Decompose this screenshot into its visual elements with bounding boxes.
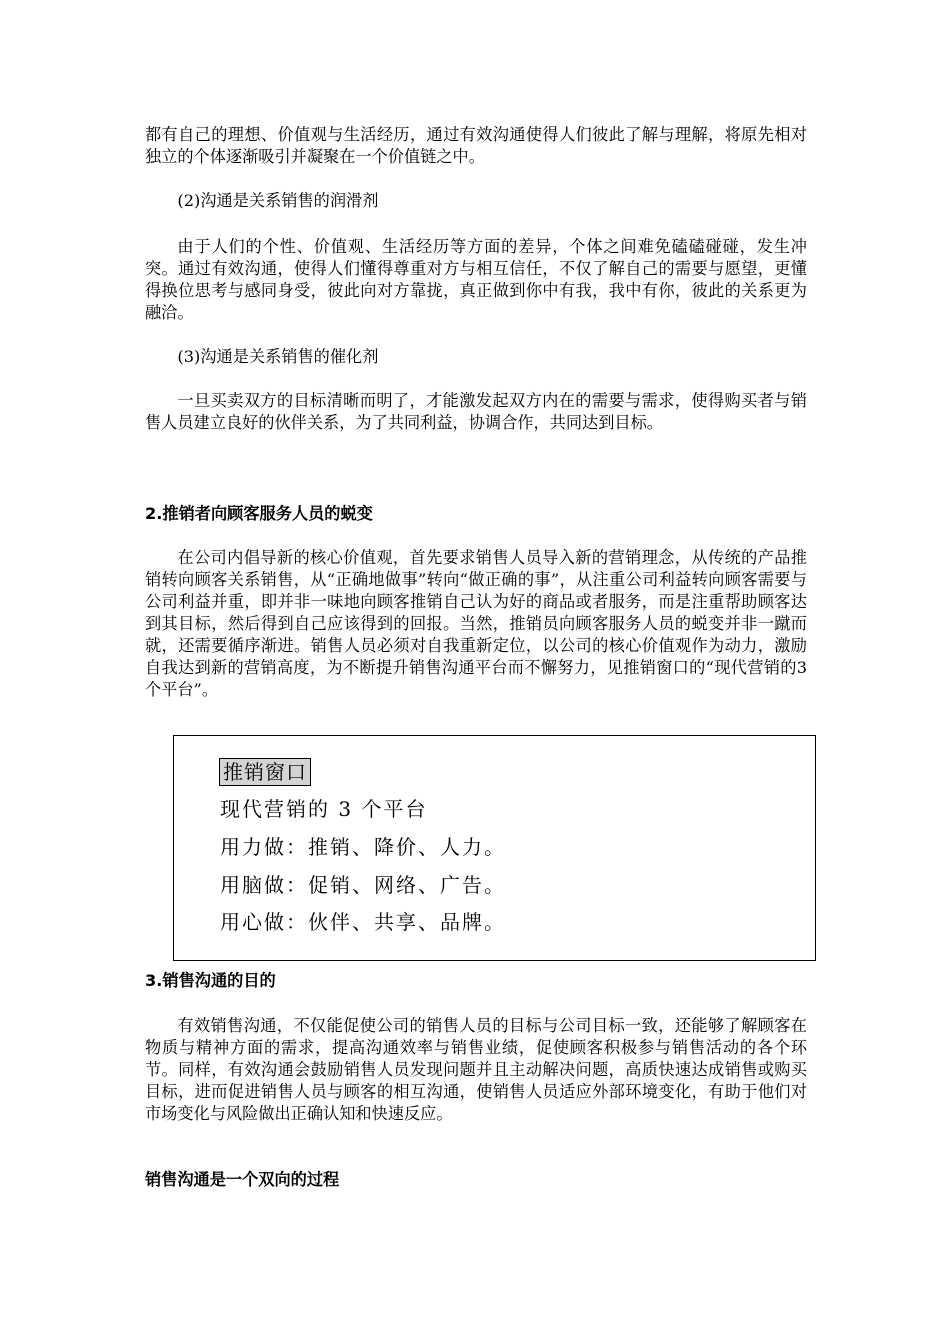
paragraph-conflict: 由于人们的个性、价值观、生活经历等方面的差异，个体之间难免磕磕碰碰，发生冲突。通过有效沟通，使得人们懂得尊重对方与相互信任，不仅了解自己的需要与愿望，更懂得换位思考与感同身受，彼此向对方靠拢，真正做到你中有我，我中有你，彼此的关系更为融洽。: [145, 237, 807, 322]
paragraph-purpose: 有效销售沟通，不仅能促使公司的销售人员的目标与公司目标一致，还能够了解顾客在物质与精神方面的需求，提高沟通效率与销售业绩，促使顾客积极参与销售活动的各个环节。同样，有效沟通会鼓励销售人员发现问题并且主动解决问题，高质快速达成销售或购买目标，进而促进销售人员与顾客的相互沟通，使销售人员适应外部环境变化，有助于他们对市场变化与风险做出正确认知和快速反应。: [145, 1016, 807, 1123]
box-title: 现代营销的 3 个平台: [220, 797, 428, 821]
heading-purpose: 3.销售沟通的目的: [145, 971, 276, 990]
box-label: 推销窗口: [219, 758, 311, 786]
paragraph-goals: 一旦买卖双方的目标清晰而明了，才能激发起双方内在的需要与需求，使得购买者与销售人员建立良好的伙伴关系，为了共同利益，协调合作，共同达到目标。: [145, 391, 807, 432]
subheading-catalyst: (3)沟通是关系销售的催化剂: [177, 347, 379, 366]
paragraph-core-values: 在公司内倡导新的核心价值观，首先要求销售人员导入新的营销理念，从传统的产品推销转向顾客关系销售，从“正确地做事”转向“做正确的事”，从注重公司利益转向顾客需要与公司利益并重，即并非一味地向顾客推销自己认为好的商品或者服务，而是注重帮助顾客达到其目标，然后得到自己应该得到的回报。当然，推销员向顾客服务人员的蜕变并非一蹴而就，还需要循序渐进。销售人员必须对自我重新定位，以公司的核心价值观作为动力，激励自我达到新的营销高度，为不断提升销售沟通平台而不懈努力，见推销窗口的“现代营销的3个平台”。: [145, 548, 807, 699]
sales-window-box: [173, 735, 816, 961]
heading-transformation: 2.推销者向顾客服务人员的蜕变: [145, 504, 373, 523]
paragraph-shared-values: 都有自己的理想、价值观与生活经历，通过有效沟通使得人们彼此了解与理解，将原先相对独立的个体逐渐吸引并凝聚在一个价值链之中。: [145, 125, 807, 166]
heading-two-way: 销售沟通是一个双向的过程: [145, 1170, 340, 1189]
box-line-heart: 用心做：伙伴、共享、品牌。: [220, 910, 506, 934]
box-line-mind: 用脑做：促销、网络、广告。: [220, 873, 506, 897]
box-line-strength: 用力做：推销、降价、人力。: [220, 835, 506, 859]
subheading-lubricant: (2)沟通是关系销售的润滑剂: [177, 191, 379, 210]
